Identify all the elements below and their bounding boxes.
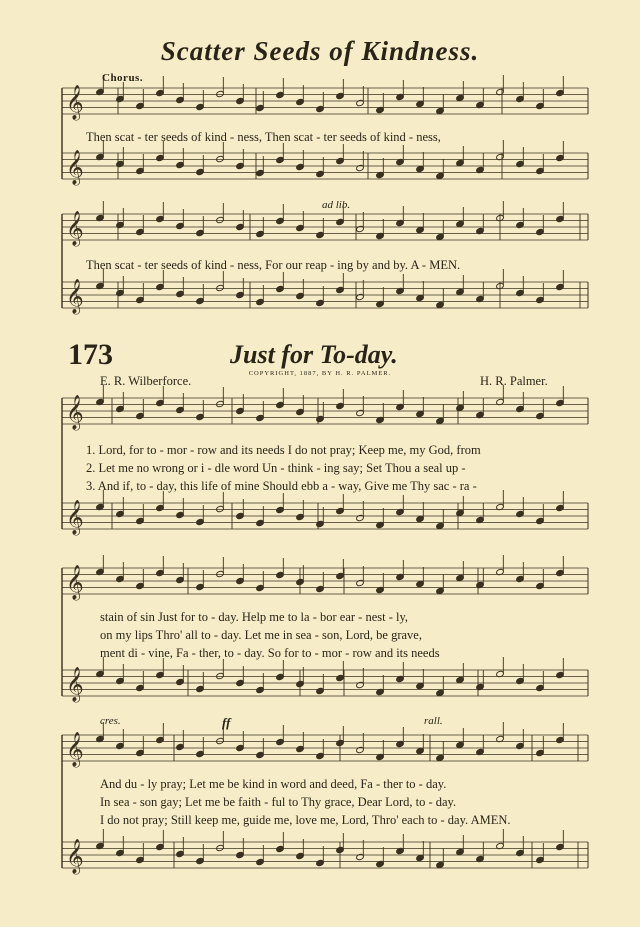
clef: 𝄞 [66,500,84,535]
clef: 𝄞 [66,732,84,767]
lyric-line: Then scat - ter seeds of kind - ness, Then scat - ter seeds of kind - ness, [86,130,441,144]
verse-line: stain of sin Just for to - day. Help me to la - bor ear - nest - ly, [100,610,409,624]
clef: 𝄞 [66,279,84,314]
verse-line: on my lips Thro' all to - day. Let me in sea - son, Lord, be grave, [100,628,422,642]
copyright: COPYRIGHT, 1887, BY H. R. PALMER. [248,370,392,377]
verse-line: I do not pray; Still keep me, guide me, love me, Lord, Thro' each to - day. AMEN. [100,813,511,827]
tempo-mark: ad lib. [322,199,351,211]
verse-line: And du - ly pray; Let me be kind in word and deed, Fa - ther to - day. [100,777,447,791]
chorus-label: Chorus. [102,72,144,84]
verse-line: ment di - vine, Fa - ther, to - day. So for to - mor - row and its needs [100,646,440,660]
dynamic-mark: cres. [100,715,121,727]
clef: 𝄞 [66,211,84,246]
verse-line: 1. Lord, for to - mor - row and its needs I do not pray; Keep me, my God, from [86,443,481,457]
verse-line: In sea - son gay; Let me be faith - ful to Thy grace, Dear Lord, to - day. [100,795,457,809]
clef: 𝄞 [66,565,84,600]
clef: 𝄞 [66,667,84,702]
hymn-title: Scatter Seeds of Kindness. [160,36,480,66]
composer: H. R. Palmer. [480,374,548,388]
clef: 𝄞 [66,395,84,430]
tempo-mark: rall. [424,715,443,727]
author: E. R. Wilberforce. [100,374,192,388]
lyric-line: Then scat - ter seeds of kind - ness, For our reap - ing by and by. A - MEN. [86,258,461,272]
verse-line: 3. And if, to - day, this life of mine Should ebb a - way, Give me Thy sac - ra - [86,479,477,493]
clef: 𝄞 [66,85,84,120]
hymn-number: 173 [68,338,113,371]
clef: 𝄞 [66,150,84,185]
dynamic-mark: ff [222,715,231,730]
clef: 𝄞 [66,839,84,874]
hymn-title: Just for To-day. [230,340,398,369]
verse-line: 2. Let me no wrong or i - dle word Un - think - ing say; Set Thou a seal up - [86,461,466,475]
